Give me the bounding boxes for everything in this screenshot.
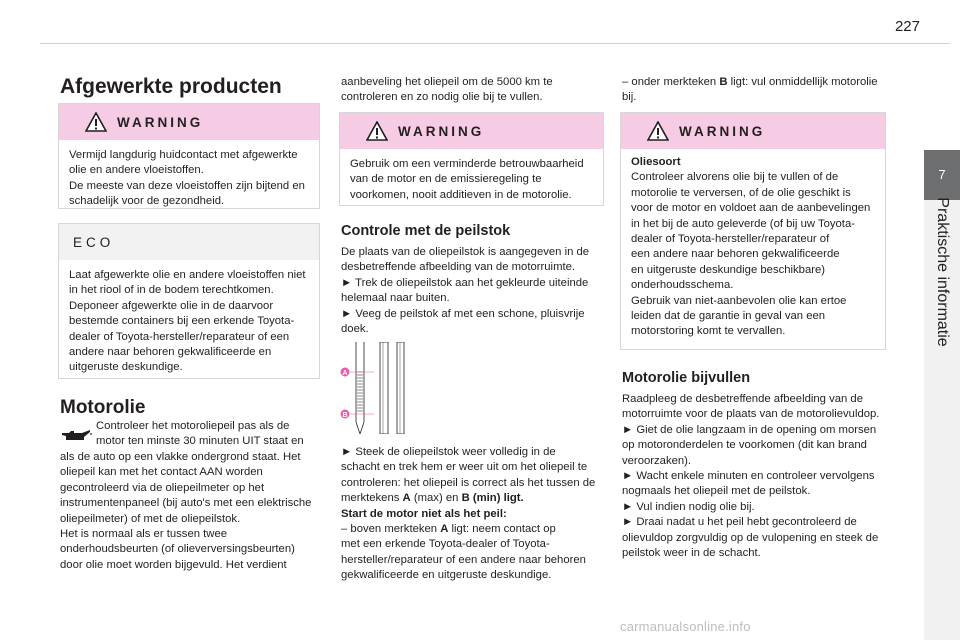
warning-header (340, 113, 603, 149)
warning-box-1 (58, 103, 320, 209)
check-text-1: ► Steek de oliepeilstok weer volledig in de schacht en trek hem er weer uit om het oliepeil te controleren: het oliepeil is correct als het tussen de merktekens (341, 446, 596, 505)
section-title-motorolie: Motorolie (60, 397, 146, 418)
section-title-peilstok: Controle met de peilstok (341, 223, 511, 239)
dipstick-illustration (340, 342, 418, 434)
watermark: carmanualsonline.info (620, 619, 751, 634)
col3-intro-2: ligt: vul onmiddellijk motorolie bij. (622, 76, 878, 104)
warning-label: WARNING (679, 123, 766, 139)
col3-intro (622, 75, 892, 106)
chapter-tab[interactable]: 7 (924, 150, 960, 200)
eco-header (59, 224, 319, 260)
motorolie-intro: Controleer het motoroliepeil pas als de motor ten minste 30 minuten UIT staat en (96, 420, 304, 448)
warning-header (59, 104, 319, 140)
check-text-4: ligt: neem contact op met een erkende Toyota-dealer of Toyota- hersteller/reparateur of een andere naar behoren gekwalificeerde en uitgeruste deskundige. (341, 523, 586, 582)
check-text-3a: A (440, 523, 449, 536)
check-text-2: (max) en (410, 492, 462, 505)
check-text-3: – boven merkteken (341, 523, 441, 536)
warning-text: Gebruik om een verminderde betrouwbaarheid van de motor en de emissieregeling te voorkomen, nooit additieven in de motorolie. (350, 158, 584, 201)
motorolie-text: als de auto op een vlakke ondergrond staat. Het oliepeil kan met het contact AAN worden gecontroleerd via de oliepeilmeter op het instrumentenpaneel (bij auto's met een elektrische oliepeilmeter) of met de oliepeilstok. Het is normaal als er tussen twee onderhoudsbeurten (of olieverversingsbeurten) door olie moet worden bijgevuld. Het verdient (60, 451, 312, 571)
warning-text: Vermijd langdurig huidcontact met afgewerkte olie en andere vloeistoffen. De meeste van deze vloeistoffen zijn bijtend en schadelijk voor de gezondheid. (69, 149, 305, 208)
col2-intro: aanbeveling het oliepeil om de 5000 km te controleren en zo nodig olie bij te vullen. (341, 76, 553, 104)
warning-box-2 (339, 112, 604, 206)
warning-text: Controleer alvorens olie bij te vullen of de motorolie te verversen, of de olie geschikt is voor de motor en voldoet aan de aanbevelingen in het bij de auto geleverde (of bij uw Toyota- dealer of Toyota-hersteller/reparateur of een andere naar behoren gekwalificeerde en uitgeruste deskundige beschikbare) onderhoudsschema. Gebruik van niet-aanbevolen olie kan ertoe leiden dat de garantie in geval van een motorstoring komt te vervallen. (631, 171, 871, 338)
eco-label: ECO (73, 234, 115, 250)
check-text-a: A (402, 492, 411, 505)
col3-intro-1: – onder merkteken (622, 76, 720, 88)
warning-triangle-icon (647, 121, 669, 141)
col3-intro-b: B (719, 76, 728, 88)
warning-title: Oliesoort (631, 156, 681, 168)
peilstok-text: De plaats van de oliepeilstok is aangegeven in de desbetreffende afbeelding van de motorruimte. ► Trek de oliepeilstok aan het gekleurde uiteinde helemaal naar buiten. ► Veeg de peilstok af met een schone, pluisvrije doek. (341, 246, 590, 336)
check-warning-bold: Start de motor niet als het peil: (341, 507, 507, 520)
section-title-bijvullen: Motorolie bijvullen (622, 370, 751, 386)
warning-triangle-icon (366, 121, 388, 141)
marker-b-label: B (342, 412, 348, 419)
eco-text: Laat afgewerkte olie en andere vloeistoffen niet in het riool of in de bodem terechtkomen. Deponeer afgewerkte olie in de daarvoor bestemde containers bij een erkende Toyota- dealer of Toyota-hersteller/reparateur of een andere naar behoren gekwalificeerde en uitgeruste deskundige. (69, 269, 306, 374)
warning-box-3 (620, 112, 886, 350)
warning-header (621, 113, 885, 149)
check-text-b: B (min) ligt. (461, 492, 524, 505)
marker-a-label: A (342, 370, 348, 377)
warning-label: WARNING (117, 114, 204, 130)
eco-box (58, 223, 320, 379)
chapter-title: Praktische informatie (934, 197, 951, 347)
header-divider (40, 43, 950, 44)
peilstok-check-text (341, 445, 616, 584)
page-number: 227 (894, 18, 920, 35)
warning-body (621, 149, 885, 350)
section-title-afgewerkte: Afgewerkte producten (60, 75, 282, 98)
warning-triangle-icon (85, 112, 107, 132)
bijvullen-text: Raadpleeg de desbetreffende afbeelding van de motorruimte voor de plaats van de motorolievuldop. ► Giet de olie langzaam in de opening om morsen op motoronderdelen te voorkomen (dit kan brand veroorzaken). ► Wacht enkele minuten en controleer vervolgens nogmaals het oliepeil met de peilstok. ► Vul indien nodig olie bij. ► Draai nadat u het peil hebt gecontroleerd de olievuldop zorgvuldig op de vulopening en steek de peilstok weer in de schacht. (622, 393, 880, 560)
warning-label: WARNING (398, 123, 485, 139)
oil-can-icon (60, 428, 92, 442)
